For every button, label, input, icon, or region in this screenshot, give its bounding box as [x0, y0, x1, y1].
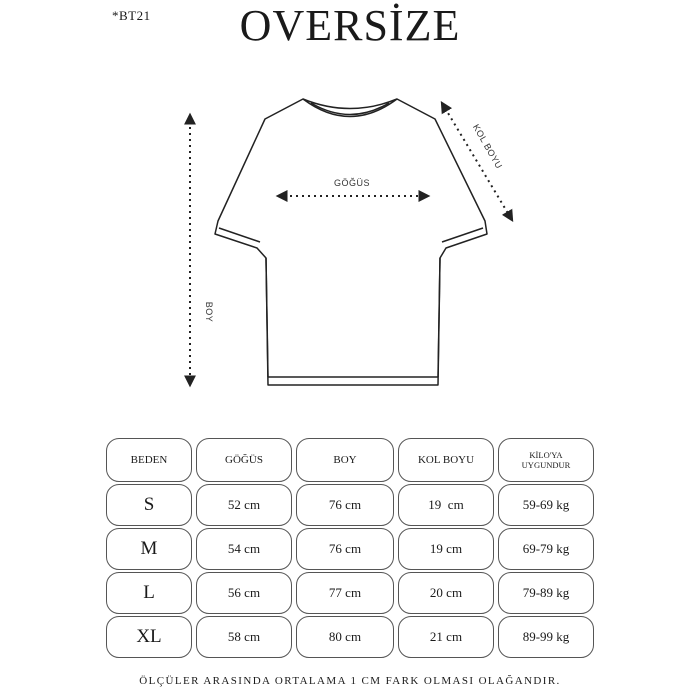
size-cell-m: M [106, 528, 192, 570]
sleeve-cell-xl: 21 cm [398, 616, 494, 658]
weight-cell-m: 69-79 kg [498, 528, 594, 570]
sleeve-label: KOL BOYU [470, 122, 505, 171]
tshirt-outline [215, 99, 487, 385]
sleeve-cell-s: 19 cm [398, 484, 494, 526]
header-beden: BEDEN [106, 438, 192, 482]
length-cell-l: 77 cm [296, 572, 394, 614]
header-weight [498, 438, 594, 482]
chest-cell-l: 56 cm [196, 572, 292, 614]
length-cell-m: 76 cm [296, 528, 394, 570]
chest-cell-m: 54 cm [196, 528, 292, 570]
header-gogus: GÖĞÜS [196, 438, 292, 482]
length-label: BOY [204, 301, 214, 323]
weight-cell-l: 79-89 kg [498, 572, 594, 614]
header-boy: BOY [296, 438, 394, 482]
length-cell-xl: 80 cm [296, 616, 394, 658]
chest-label: GÖĞÜS [333, 178, 371, 188]
weight-cell-xl: 89-99 kg [498, 616, 594, 658]
header-kol-boyu: KOL BOYU [398, 438, 494, 482]
size-cell-s: S [106, 484, 192, 526]
sleeve-cell-m: 19 cm [398, 528, 494, 570]
length-cell-s: 76 cm [296, 484, 394, 526]
sleeve-cell-l: 20 cm [398, 572, 494, 614]
chest-cell-xl: 58 cm [196, 616, 292, 658]
page-title: OVERSİZE [239, 1, 461, 50]
size-cell-xl: XL [106, 616, 192, 658]
header-weight-line2: UYGUNDUR [521, 460, 571, 470]
weight-cell-s: 59-69 kg [498, 484, 594, 526]
product-code: *BT21 [112, 8, 151, 23]
footnote: ÖLÇÜLER ARASINDA ORTALAMA 1 CM FARK OLMASI OLAĞANDIR. [139, 675, 561, 687]
header-weight-line1: KİLO'YA [529, 450, 563, 460]
chest-cell-s: 52 cm [196, 484, 292, 526]
size-cell-l: L [106, 572, 192, 614]
